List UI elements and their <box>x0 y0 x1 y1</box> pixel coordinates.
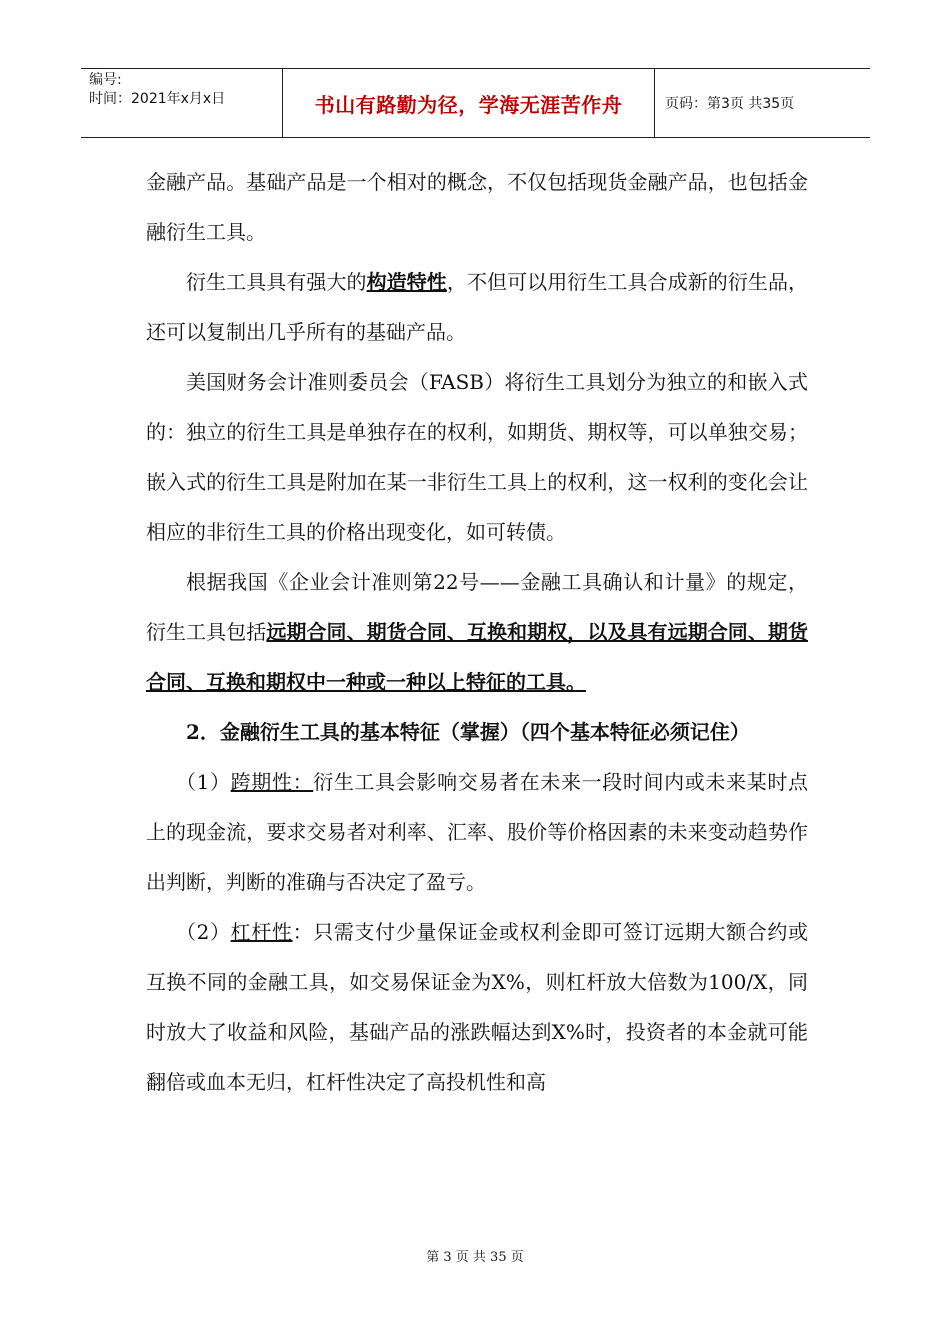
time-label: 时间：2021年x月x日 <box>89 91 226 107</box>
section-heading-2: 2．金融衍生工具的基本特征（掌握）（四个基本特征必须记住） <box>186 720 750 744</box>
page-footer: 第 3 页 共 35 页 <box>426 1250 524 1265</box>
header-motto-cell <box>283 69 655 137</box>
paragraph-4 <box>146 557 808 707</box>
paragraph-4-text-a: 根据我国《企业会计准则第22号——金融工具确认和计量》的规定，衍生工具包括 <box>146 570 808 644</box>
paragraph-2-text-b: ，不但可以用衍生工具合成新的衍生品，还可以复制出几乎所有的基础产品。 <box>146 270 809 344</box>
paragraph-2-emphasis: 构造特性 <box>366 270 447 294</box>
header-motto: 书山有路勤为径，学海无涯苦作舟 <box>314 92 623 117</box>
paragraph-5-term: 跨期性： <box>230 770 314 794</box>
paragraph-2-text-a: 衍生工具具有强大的 <box>186 270 367 294</box>
paragraph-6-text: ：只需支付少量保证金或权利金即可签订远期大额合约或互换不同的金融工具，如交易保证金为X%，则杠杆放大倍数为100/X，同时放大了收益和风险，基础产品的涨跌幅达到X%时，投资者的本金就可能翻倍或血本无归，杠杆性决定了高投机性和高 <box>146 920 809 1094</box>
number-label: 编号: <box>89 72 122 88</box>
paragraph-1: 金融产品。基础产品是一个相对的概念，不仅包括现货金融产品，也包括金融衍生工具。 <box>146 170 808 244</box>
header-meta <box>81 69 283 137</box>
document-body <box>146 157 808 1107</box>
paragraph-3: 美国财务会计准则委员会（FASB）将衍生工具划分为独立的和嵌入式的：独立的衍生工具是单独存在的权利，如期货、期权等，可以单独交易；嵌入式的衍生工具是附加在某一非衍生工具上的权利，这一权利的变化会让相应的非衍生工具的价格出现变化，如可转债。 <box>146 370 808 544</box>
paragraph-4-emphasis: 远期合同、期货合同、互换和期权，以及具有远期合同、期货合同、互换和期权中一种或一种以上特征的工具。 <box>146 620 808 694</box>
paragraph-6-num: （2） <box>176 920 231 944</box>
paragraph-5-num: （1） <box>176 770 231 794</box>
paragraph-5-text: 衍生工具会影响交易者在未来一段时间内或未来某时点上的现金流，要求交易者对利率、汇率、股价等价格因素的未来变动趋势作出判断，判断的准确与否决定了盈亏。 <box>146 770 809 894</box>
header-page-info: 页码：第3页 共35页 <box>665 96 795 112</box>
page-header <box>81 68 870 138</box>
paragraph-5 <box>146 757 808 907</box>
paragraph-6 <box>146 907 808 1107</box>
paragraph-2 <box>146 257 808 357</box>
paragraph-6-term: 杠杆性 <box>230 920 293 944</box>
